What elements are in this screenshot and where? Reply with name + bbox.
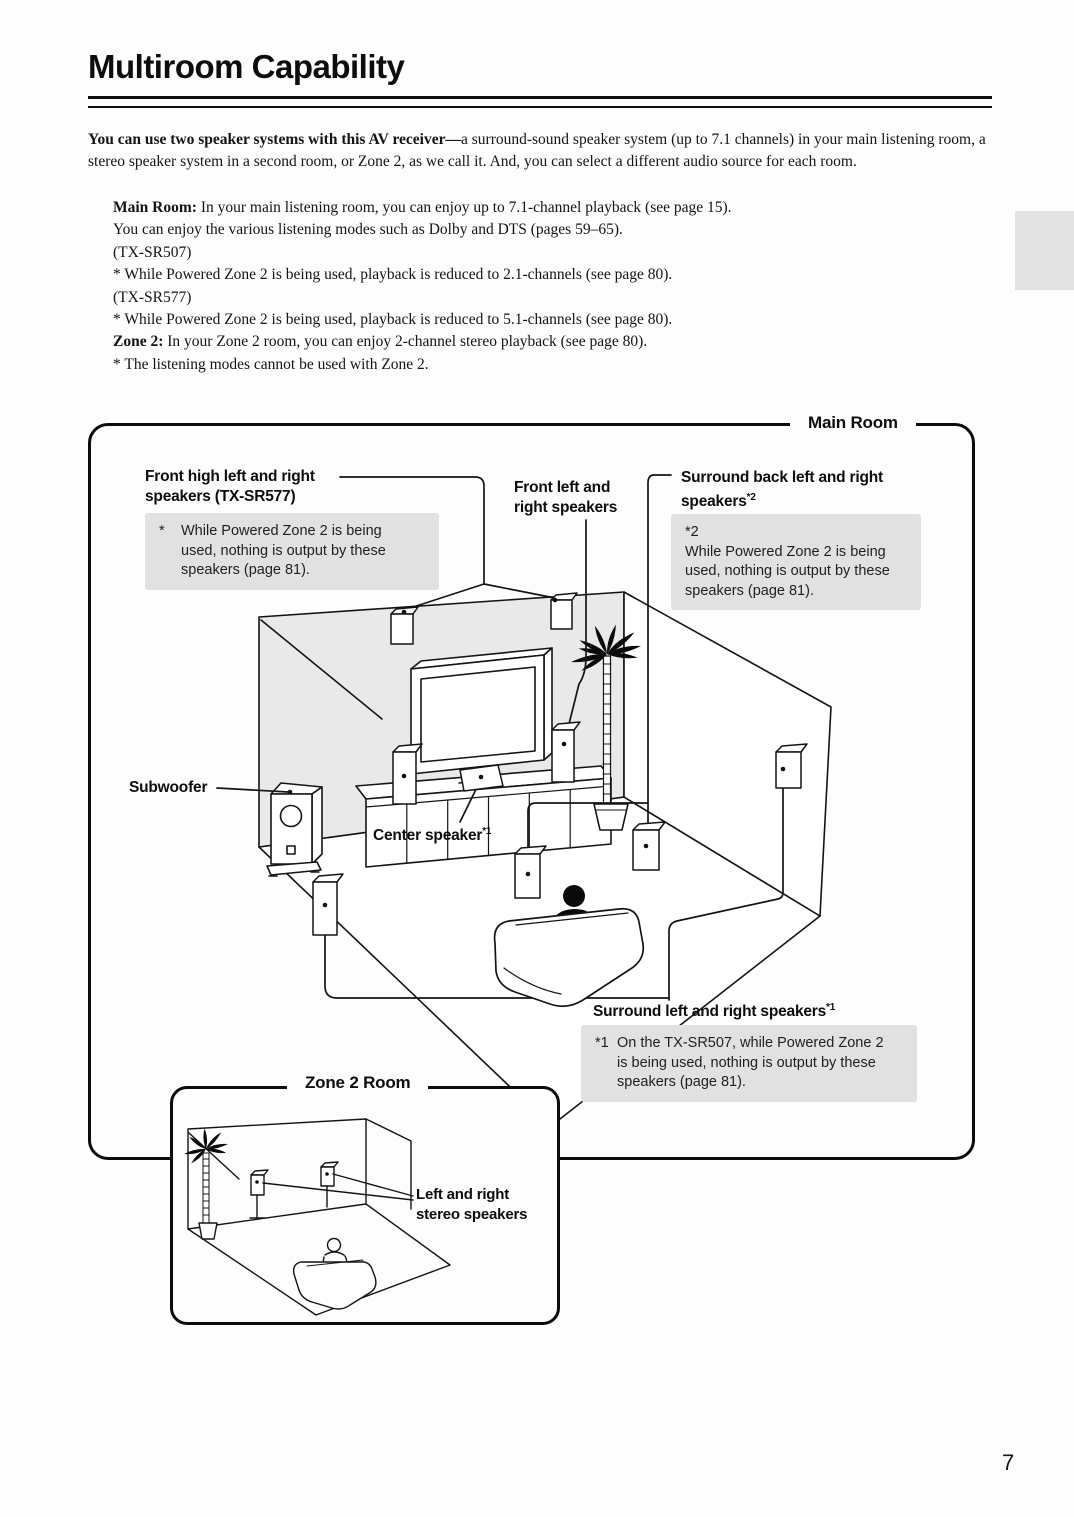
- label-surround-speakers: Surround left and right speakers$^{*1}$: [593, 1002, 836, 1021]
- edge-thumb-tab: [1015, 211, 1074, 290]
- detail-line: * While Powered Zone 2 is being used, playback is reduced to 2.1-channels (see page 80).: [113, 266, 673, 284]
- note-surround: *1 On the TX-SR507, while Powered Zone 2 is being used, nothing is output by these speakers (page 81).: [581, 1025, 917, 1102]
- zone2-room-title: Zone 2 Room: [287, 1072, 428, 1094]
- intro-lead-bold: You can use two speaker systems with this AV receiver—: [88, 131, 461, 148]
- main-room-title: Main Room: [790, 412, 916, 434]
- note-front-high: * While Powered Zone 2 is being used, nothing is output by these speakers (page 81).: [145, 513, 439, 590]
- main-room-box: [88, 423, 975, 1160]
- page-title: Multiroom Capability: [88, 48, 405, 85]
- detail-line: Zone 2: In your Zone 2 room, you can enjoy 2-channel stereo playback (see page 80).: [113, 333, 648, 351]
- detail-line: You can enjoy the various listening modes such as Dolby and DTS (pages 59–65).: [113, 221, 623, 239]
- detail-line: Main Room: In your main listening room, you can enjoy up to 7.1-channel playback (see page 15).: [113, 199, 732, 216]
- detail-lines: [113, 197, 993, 376]
- detail-line: * The listening modes cannot be used with Zone 2.: [113, 355, 429, 373]
- detail-line: (TX-SR507): [113, 243, 192, 261]
- label-front-high-speakers: Front high left and right speakers (TX-SR577): [145, 468, 315, 505]
- label-subwoofer: Subwoofer: [129, 779, 208, 796]
- page-number: 7: [1002, 1450, 1015, 1475]
- subwoofer: [267, 783, 322, 876]
- detail-line: (TX-SR577): [113, 288, 192, 306]
- zone2-room-box: [170, 1086, 560, 1325]
- note-surround-back: *2While Powered Zone 2 is being used, nothing is output by these speakers (page 81).: [671, 514, 921, 610]
- label-front-speakers: Front left and right speakers: [514, 479, 618, 516]
- intro-lead-rest: a surround-sound speaker system (up to 7.1 channels) in your main listening room, a stereo speaker system in a second room, or Zone 2, as we call it. And, you can select a different audio source for each room.: [88, 131, 986, 171]
- label-surround-back-speakers: Surround back left and right speakers$^{*2}$: [681, 469, 883, 510]
- detail-line: * While Powered Zone 2 is being used, playback is reduced to 5.1-channels (see page 80).: [113, 311, 673, 329]
- label-center-speaker: Center speaker$^{*1}$: [373, 826, 492, 845]
- zone2-sofa: [294, 1239, 376, 1310]
- label-zone2-stereo-speakers: Left and right stereo speakers: [416, 1186, 528, 1223]
- zone2-palm-tree: [184, 1128, 228, 1239]
- zone2-pointer-lines: [263, 1174, 413, 1200]
- intro-paragraph: [88, 129, 994, 174]
- title-double-rule: [88, 96, 992, 108]
